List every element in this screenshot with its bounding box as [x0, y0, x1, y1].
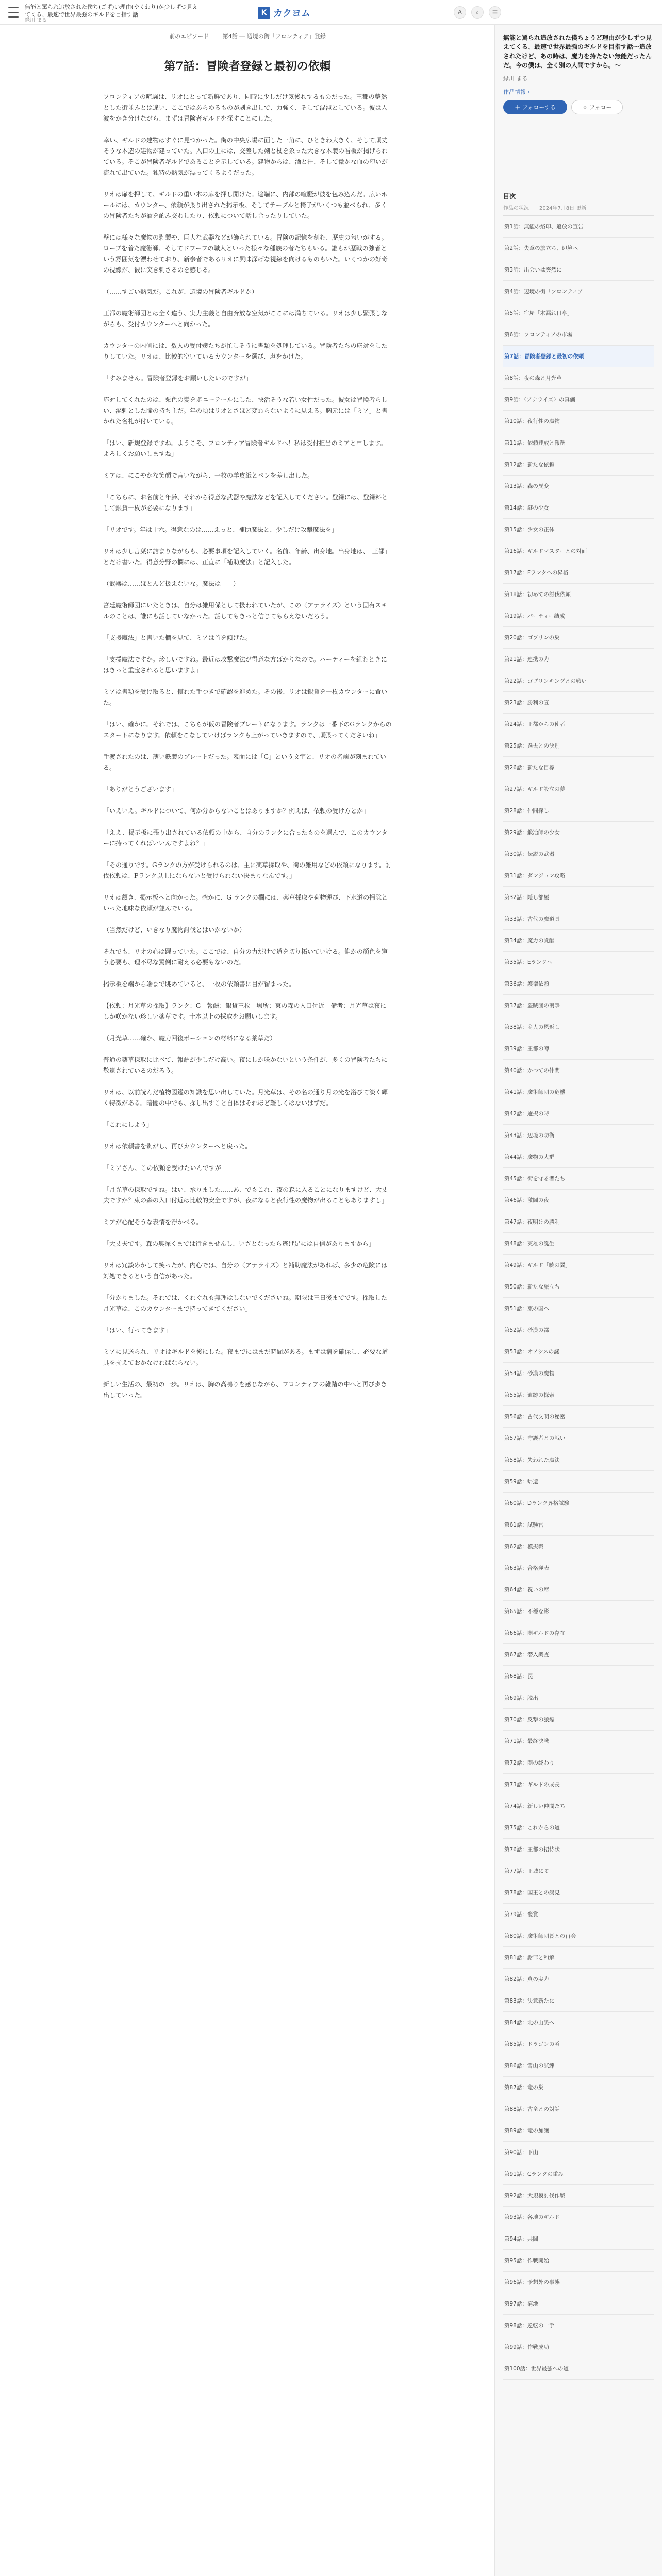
toc-item[interactable]: 第21話：連携の力 [503, 649, 654, 670]
toc-item[interactable]: 第90話：下山 [503, 2142, 654, 2163]
header-work-title[interactable]: 無能と罵られ追放された僕ち(ごず)い理由(やくわり)が少しずつ見えてくる、最速で世界最強のギルドを目指す話 [25, 4, 198, 18]
toc-item[interactable]: 第24話：王都からの使者 [503, 714, 654, 735]
toc-item[interactable]: 第36話：護衛依頼 [503, 973, 654, 995]
toc-item[interactable]: 第56話：古代文明の秘密 [503, 1406, 654, 1428]
body-paragraph: 手渡されたのは、薄い鉄製のプレートだった。表面には「G」という文字と、リオの名前が刻まれている。 [103, 753, 386, 771]
body-paragraph: リオは、以前読んだ植物図鑑の知識を思い出していた。月光草は、その名の通り月の光を浴びて淡く輝く特徴がある。暗闇の中でも、探し出すこと自体はそれほど難しくはないはずだ。 [103, 1089, 388, 1107]
body-paragraph: 「月光草の採取ですね。はい、承りました……あ、でもこれ、夜の森に入ることになりますけど、大丈夫ですか？東の森の入口付近は比較的安全ですが、夜になると夜行性の魔物が出ることもありますし」 [103, 1186, 388, 1204]
body-paragraph: フロンティアの喧騒は、リオにとって新鮮であり、同時に少しだけ気後れするものだった。王都の整然とした街並みとは違い、ここではあらゆるものが剥き出しで、力強く、そして混沌としている。彼は人波をかき分けながら、まずは冒険者ギルドを探すことにした。 [103, 93, 388, 122]
toc-item[interactable]: 第91話：Cランクの重み [503, 2163, 654, 2185]
toc-item[interactable]: 第2話：失意の旅立ち、辺境へ [503, 238, 654, 259]
toc-item[interactable]: 第37話：盗賊団の襲撃 [503, 995, 654, 1016]
toc-item[interactable]: 第95話：作戦開始 [503, 2250, 654, 2272]
toc-item[interactable]: 第13話：森の異変 [503, 476, 654, 497]
toc-item[interactable]: 第48話：英雄の誕生 [503, 1233, 654, 1255]
toc-item[interactable]: 第76話：王都の招待状 [503, 1839, 654, 1860]
body-paragraph: リオは依頼書を剥がし、再びカウンターへと戻った。 [103, 1143, 252, 1150]
toc-item[interactable]: 第57話：守護者との戦い [503, 1428, 654, 1449]
work-info-link[interactable]: 作品情報 › [503, 89, 530, 95]
chapter-title: 第7話：冒険者登録と最初の依頼 [164, 60, 331, 73]
toc-item[interactable]: 第7話：冒険者登録と最初の依頼 [503, 346, 654, 367]
body-paragraph: 「ミアさん、この依頼を受けたいんですが」 [103, 1164, 227, 1172]
toc-item[interactable]: 第33話：古代の魔道具 [503, 908, 654, 930]
body-paragraph: 「はい、行ってきます」 [103, 1327, 172, 1334]
toc-item[interactable]: 第10話：夜行性の魔物 [503, 411, 654, 432]
body-paragraph: 壁には様々な魔物の剥製や、巨大な武器などが飾られている。冒険の記憶を刻む、歴史の匂いがする。ローブを着た魔術師、そしてドワーフの職人といった様々な種族の者たちもいる。誰もが歴戦の強者という雰囲気を漂わせており、新参者であるリオに興味深げな視線を向けるものもいた。いくつかの好奇の視線が、彼に突き刺さるのを感じる。 [103, 234, 388, 274]
toc-item[interactable]: 第66話：闇ギルドの存在 [503, 1622, 654, 1644]
toc-item[interactable]: 第27話：ギルド設立の夢 [503, 778, 654, 800]
toc-item[interactable]: 第49話：ギルド「暁の翼」 [503, 1255, 654, 1276]
list-icon[interactable]: ☰ [489, 6, 501, 19]
toc-item[interactable]: 第19話：パーティー結成 [503, 605, 654, 627]
toc-item[interactable]: 第88話：古竜との対話 [503, 2098, 654, 2120]
body-paragraph: 「支援魔法ですか。珍しいですね。最近は攻撃魔法が得意な方ばかりなので。パーティーを組むときにはきっと重宝されると思いますよ」 [103, 656, 387, 674]
toc-item[interactable]: 第75話：これからの道 [503, 1817, 654, 1839]
body-paragraph: 「分かりました。それでは、くれぐれも無理はしないでくださいね。期限は三日後までです。採取した月光草は、このカウンターまで持ってきてください」 [103, 1294, 388, 1312]
sidebar [495, 25, 662, 2576]
toc-item[interactable]: 第15話：少女の正体 [503, 519, 654, 540]
toc-item[interactable]: 第20話：ゴブリンの巣 [503, 627, 654, 649]
toc-item[interactable]: 第46話：激闘の夜 [503, 1190, 654, 1211]
toc-item[interactable]: 第69話：脱出 [503, 1687, 654, 1709]
toc-item[interactable]: 第53話：オアシスの謎 [503, 1341, 654, 1363]
body-paragraph: 「その通りです。Gランクの方が受けられるのは、主に薬草採取や、街の雑用などの依頼になります。討伐依頼は、Fランク以上にならないと受けられない決まりなんです。」 [103, 861, 392, 879]
toc-item[interactable]: 第78話：国王との謁見 [503, 1882, 654, 1904]
toc-meta-left: 作品の状況 [503, 206, 529, 211]
toc-item[interactable]: 第54話：砂漠の魔物 [503, 1363, 654, 1384]
toc-item[interactable]: 第85話：ドラゴンの噂 [503, 2033, 654, 2055]
toc-item[interactable]: 第80話：魔術師団長との再会 [503, 1925, 654, 1947]
follow-secondary-button[interactable]: ☆ フォロー [571, 100, 623, 114]
toc-item[interactable]: 第86話：雪山の試練 [503, 2055, 654, 2077]
body-paragraph: 「大丈夫です。森の奥深くまでは行きませんし、いざとなったら逃げ足には自信がありますから」 [103, 1240, 375, 1247]
toc-item[interactable]: 第26話：新たな目標 [503, 757, 654, 778]
body-paragraph: ミアに見送られ、リオはギルドを後にした。夜までにはまだ時間がある。まずは宿を確保し、必要な道具を揃えておかなければならない。 [103, 1348, 388, 1366]
logo-text: カクヨム [273, 8, 310, 19]
toc-item[interactable]: 第71話：最終決戦 [503, 1731, 654, 1752]
toc-item[interactable]: 第55話：遺跡の探索 [503, 1384, 654, 1406]
toc-item[interactable]: 第92話：大規模討伐作戦 [503, 2185, 654, 2207]
hamburger-menu-icon[interactable] [8, 7, 19, 18]
toc-item[interactable]: 第97話：窮地 [503, 2293, 654, 2315]
toc-item[interactable]: 第41話：魔術師団の危機 [503, 1081, 654, 1103]
body-paragraph: それでも、リオの心は躍っていた。ここでは、自分の力だけで道を切り拓いていける。誰かの顔色を窺う必要も、理不尽な罵倒に耐える必要もないのだ。 [103, 948, 388, 966]
toc-item[interactable]: 第16話：ギルドマスターとの対面 [503, 540, 654, 562]
body-paragraph: 「これにしよう」 [103, 1121, 153, 1128]
nav-separator: | [214, 33, 217, 40]
toc-heading: 目次 [503, 193, 516, 200]
body-paragraph: 「ありがとうございます」 [103, 786, 178, 793]
body-paragraph: 王都の魔術師団とは全く違う、実力主義と自由奔放な空気がここには満ちている。リオは少し緊張しながらも、受付カウンターへと向かった。 [103, 310, 388, 328]
body-paragraph: 「リオです。年は十六。得意なのは……えっと、補助魔法と、少しだけ攻撃魔法を」 [103, 526, 338, 533]
toc-item[interactable]: 第87話：竜の巣 [503, 2077, 654, 2098]
toc-item[interactable]: 第22話：ゴブリンキングとの戦い [503, 670, 654, 692]
body-paragraph: 掲示板を端から端まで眺めていると、一枚の依頼書に目が留まった。 [103, 980, 295, 988]
toc-item[interactable]: 第17話：Fランクへの昇格 [503, 562, 654, 584]
toc-item[interactable]: 第9話：〈アナライズ〉の真価 [503, 389, 654, 411]
toc-item[interactable]: 第39話：王都の噂 [503, 1038, 654, 1060]
index-link[interactable]: 第4話 ― 辺境の街「フロンティア」登録 [222, 33, 326, 40]
toc-item[interactable]: 第70話：反撃の狼煙 [503, 1709, 654, 1731]
toc-item[interactable]: 第93話：各地のギルド [503, 2207, 654, 2228]
body-paragraph: リオは少し言葉に詰まりながらも、必要事項を記入していく。名前、年齢、出身地。出身地は、「王都」とだけ書いた。得意分野の欄には、正直に「補助魔法」と記入した。 [103, 548, 391, 566]
sidebar-work-title[interactable]: 無能と罵られ追放された僕ちょうど理由が少しずつ見えてくる、最速で世界最強のギルドを目指す話〜追放されたけど、あの時は、魔力を持たない無能だったんだ。今の僕は、全く別の人間ですから。〜 [503, 34, 652, 69]
toc-item[interactable]: 第32話：隠し部屋 [503, 887, 654, 908]
toc-item[interactable]: 第60話：Dランク昇格試験 [503, 1493, 654, 1514]
body-paragraph: ミアは書類を受け取ると、慣れた手つきで確認を進めた。その後、リオは銀貨を一枚カウンターに置いた。 [103, 688, 388, 706]
toc-item[interactable]: 第14話：謎の少女 [503, 497, 654, 519]
body-paragraph: （武器は……ほとんど扱えないな。魔法は――） [103, 580, 240, 587]
toc-item[interactable]: 第44話：魔物の大群 [503, 1146, 654, 1168]
body-paragraph: 「すみません。冒険者登録をお願いしたいのですが」 [103, 375, 252, 382]
toc-item[interactable]: 第59話：帰還 [503, 1471, 654, 1493]
toc-item[interactable]: 第1話：無能の烙印、追放の宣告 [503, 216, 654, 238]
toc-item[interactable]: 第82話：真の実力 [503, 1969, 654, 1990]
toc-meta [503, 204, 654, 216]
sidebar-author[interactable]: 緑川 まる [503, 75, 528, 82]
toc-item[interactable]: 第18話：初めての討伐依頼 [503, 584, 654, 605]
reader-main [0, 25, 495, 2576]
toc-item[interactable]: 第73話：ギルドの成長 [503, 1774, 654, 1795]
toc-item[interactable]: 第25話：過去との決別 [503, 735, 654, 757]
toc-item[interactable]: 第3話：出会いは突然に [503, 259, 654, 281]
toc-item[interactable]: 第8話：夜の森と月光草 [503, 367, 654, 389]
toc-item[interactable]: 第96話：予想外の事態 [503, 2272, 654, 2293]
toc-item[interactable]: 第42話：選択の時 [503, 1103, 654, 1125]
toc-item[interactable]: 第89話：竜の加護 [503, 2120, 654, 2142]
follow-primary-button[interactable]: ＋ フォローする [503, 100, 567, 114]
body-paragraph: リオは扉を押して、ギルドの重い木の扉を押し開けた。途端に、内部の喧騒が彼を包み込んだ。広いホールには、カウンター、依頼が張り出された掲示板、そしてテーブルと椅子がいくつも並べられ、多くの冒険者たちが酒を酌み交わしたり、依頼について話し合ったりしていた。 [103, 191, 388, 219]
body-paragraph: 「こちらに、お名前と年齢、それから得意な武器や魔法などを記入してください。登録には、登録料として銀貨一枚が必要になります」 [103, 494, 388, 512]
body-paragraph: 「支援魔法」と書いた欄を見て、ミアは首を傾げた。 [103, 634, 252, 641]
site-header [0, 0, 662, 25]
toc-item[interactable]: 第23話：勝利の宴 [503, 692, 654, 714]
toc-item[interactable]: 第12話：新たな依頼 [503, 454, 654, 476]
toc-item[interactable]: 第72話：闇の終わり [503, 1752, 654, 1774]
toc-item[interactable]: 第74話：新しい仲間たち [503, 1795, 654, 1817]
body-paragraph: 普通の薬草採取に比べて、報酬が少しだけ高い。夜にしか咲かないという条件が、多くの冒険者たちに敬遠されているのだろう。 [103, 1056, 388, 1074]
chapter-nav [0, 32, 495, 40]
body-paragraph: 「はい、確かに。それでは、こちらが仮の冒険者プレートになります。ランクは一番下のGランクからのスタートになります。依頼をこなしていけばランクも上がっていきますので、頑張ってくださいね」 [103, 721, 392, 739]
toc-item[interactable]: 第11話：依頼達成と報酬 [503, 432, 654, 454]
toc-item[interactable]: 第35話：Eランクへ [503, 952, 654, 973]
toc-item[interactable]: 第84話：北の山脈へ [503, 2012, 654, 2033]
body-paragraph: 応対してくれたのは、栗色の髪をポニーテールにした、快活そうな若い女性だった。彼女は冒険者らしい、溌剌とした瞳の持ち主だ。年の頃はリオとさほど変わらないように見える。胸元には「ミア」と書かれた名札が付いている。 [103, 396, 388, 425]
toc-item[interactable]: 第6話：フロンティアの市場 [503, 324, 654, 346]
toc-item[interactable]: 第50話：新たな旅立ち [503, 1276, 654, 1298]
toc-item[interactable]: 第65話：不穏な影 [503, 1601, 654, 1622]
body-paragraph: 宮廷魔術師団にいたときは、自分は雑用係として扱われていたが、この〈アナライズ〉という固有スキルのことは、誰にも話していなかった。話してもきっと信じてもらえないだろう。 [103, 602, 388, 620]
toc-item[interactable]: 第100話：世界最強への道 [503, 2358, 654, 2380]
toc-item[interactable]: 第43話：辺境の防衛 [503, 1125, 654, 1146]
toc-item[interactable]: 第99話：作戦成功 [503, 2336, 654, 2358]
toc-item[interactable]: 第79話：褒賞 [503, 1904, 654, 1925]
body-paragraph: カウンターの内側には、数人の受付嬢たちが忙しそうに書類を処理している。冒険者たちの応対をしたりしていた。リオは、比較的空いているカウンターを選び、声をかけた。 [103, 342, 388, 360]
toc-item[interactable]: 第94話：共闘 [503, 2228, 654, 2250]
logo-mark-icon: K [258, 7, 270, 19]
toc-item[interactable]: 第58話：失われた魔法 [503, 1449, 654, 1471]
toc-item[interactable]: 第34話：魔力の覚醒 [503, 930, 654, 952]
toc-item[interactable]: 第4話：辺境の街「フロンティア」 [503, 281, 654, 302]
body-paragraph: 「いえいえ。ギルドについて、何か分からないことはありますか？例えば、依頼の受け方とか」 [103, 807, 370, 815]
body-paragraph: （……すごい熱気だ。これが、辺境の冒険者ギルドか） [103, 288, 258, 295]
body-paragraph: （当然だけど、いきなり魔物討伐とはいかないか） [103, 926, 246, 934]
text-size-icon[interactable]: A [454, 6, 466, 19]
body-paragraph: 「はい、新規登録ですね。ようこそ、フロンティア冒険者ギルドへ！私は受付担当のミアと申します。よろしくお願いしますね」 [103, 439, 387, 457]
site-logo[interactable] [258, 6, 310, 20]
toc-item[interactable]: 第52話：砂漠の都 [503, 1319, 654, 1341]
toc-item[interactable]: 第51話：東の国へ [503, 1298, 654, 1319]
toc-item[interactable]: 第30話：伝説の武器 [503, 843, 654, 865]
toc-item[interactable]: 第98話：逆転の一手 [503, 2315, 654, 2336]
chapter-body [103, 92, 392, 1412]
toc-item[interactable]: 第63話：合格発表 [503, 1557, 654, 1579]
toc-item[interactable]: 第81話：謝罪と和解 [503, 1947, 654, 1969]
body-paragraph: ミアが心配そうな表情を浮かべる。 [103, 1218, 203, 1226]
toc-item[interactable]: 第61話：試験官 [503, 1514, 654, 1536]
body-paragraph: リオは頷き、掲示板へと向かった。確かに、G ランクの欄には、薬草採取や荷物運び、下水道の掃除といった地味な依頼が並んでいる。 [103, 894, 388, 912]
toc-item[interactable]: 第5話：宿屋「木漏れ日亭」 [503, 302, 654, 324]
toc-item[interactable]: 第67話：潜入調査 [503, 1644, 654, 1666]
prev-episode-link[interactable]: 前のエピソード [169, 33, 209, 40]
toc-item[interactable]: 第45話：街を守る者たち [503, 1168, 654, 1190]
follow-buttons [503, 100, 654, 114]
toc-item[interactable]: 第28話：仲間探し [503, 800, 654, 822]
toc-item[interactable]: 第47話：夜明けの勝利 [503, 1211, 654, 1233]
toc-item[interactable]: 第62話：模擬戦 [503, 1536, 654, 1557]
toc-item[interactable]: 第40話：かつての仲間 [503, 1060, 654, 1081]
body-paragraph: リオは冗談めかして笑ったが、内心では、自分の〈アナライズ〉と補助魔法があれば、多少の危険には対処できるという自信があった。 [103, 1262, 388, 1280]
search-icon[interactable]: ⌕ [471, 6, 484, 19]
body-paragraph: 新しい生活の、最初の一歩。リオは、胸の高鳴りを感じながら、フロンティアの雑踏の中へと再び歩き出していった。 [103, 1381, 387, 1399]
toc-item[interactable]: 第83話：決意新たに [503, 1990, 654, 2012]
body-paragraph: 【依頼：月光草の採取】ランク：G 報酬：銀貨三枚 場所：東の森の入口付近 備考：月光草は夜にしか咲かない珍しい薬草です。十本以上の採取をお願いします。 [103, 1002, 387, 1020]
body-paragraph: 幸い、ギルドの建物はすぐに見つかった。街の中央広場に面した一角に、ひときわ大きく、そして頑丈そうな木造の建物が建っていた。入口の上には、交差した剣と杖を象った大きな木製の看板が掲げられている。そこが冒険者ギルドであることを示している。建物からは、酒と汗、そして微かな血の匂いが流れて出ていた。独特の熱気が漂ってくるようだった。 [103, 137, 388, 176]
body-paragraph: 「ええ、掲示板に張り出されている依頼の中から、自分のランクに合ったものを選んで、このカウンターに持ってくればいいんですよね？」 [103, 829, 388, 847]
header-icons [454, 6, 501, 19]
body-paragraph: （月光草……確か、魔力回復ポーションの材料になる薬草だ） [103, 1035, 276, 1042]
toc-item[interactable]: 第64話：祝いの席 [503, 1579, 654, 1601]
toc-list [503, 216, 654, 2380]
toc-item[interactable]: 第38話：商人の恩返し [503, 1016, 654, 1038]
toc-item[interactable]: 第77話：王城にて [503, 1860, 654, 1882]
header-author[interactable]: 緑川 まる [25, 18, 47, 23]
body-paragraph: ミアは、にこやかな笑顔で言いながら、一枚の羊皮紙とペンを差し出した。 [103, 472, 314, 479]
toc-meta-right: 2024年7月8日 更新 [539, 206, 587, 211]
toc-item[interactable]: 第31話：ダンジョン攻略 [503, 865, 654, 887]
toc-item[interactable]: 第29話：鍛冶師の少女 [503, 822, 654, 843]
toc-item[interactable]: 第68話：罠 [503, 1666, 654, 1687]
